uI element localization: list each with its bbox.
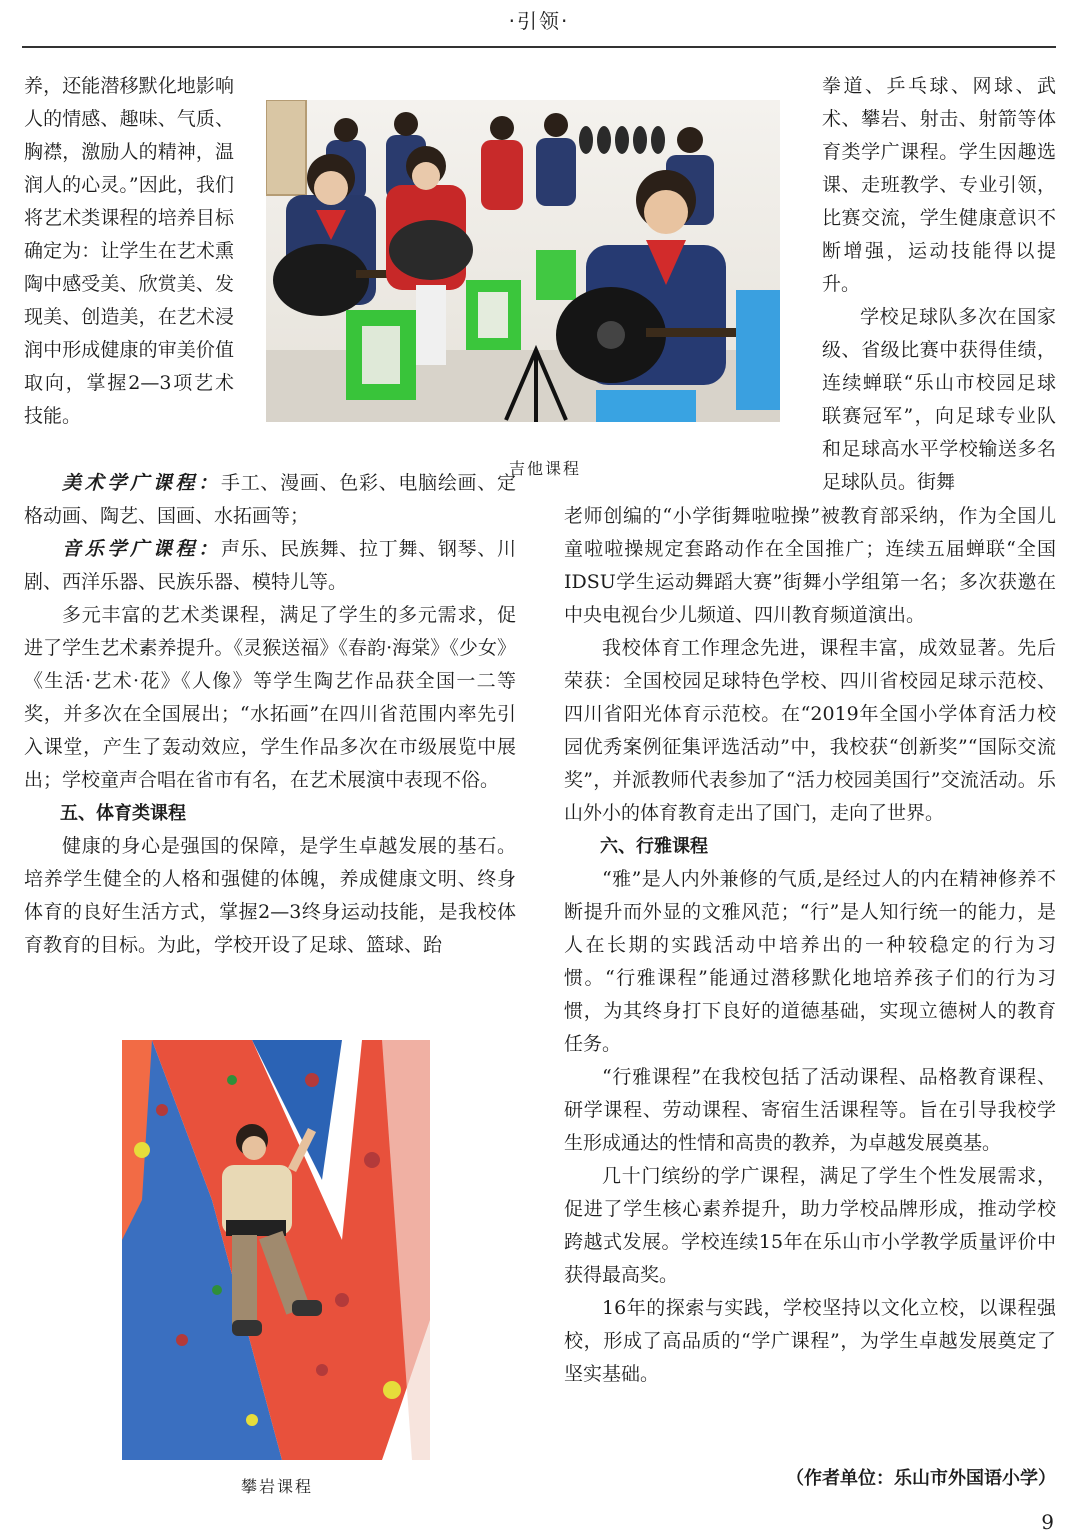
climbing-photo-illustration (122, 1040, 430, 1460)
art-course-label: 美术学广课程： (62, 472, 221, 494)
xingya-paragraph-2: “行雅课程”在我校包括了活动课程、品格教育课程、研学课程、劳动课程、寄宿生活课程等。旨在引导我校学生形成通达的性情和高贵的教养，为卓越发展奠基。 (564, 1066, 1056, 1154)
art-course-line (24, 467, 516, 533)
summary-paragraph-1: 几十门缤纷的学广课程，满足了学生个性发展需求，促进了学生核心素养提升，助力学校品牌形成，推动学校跨越式发展。学校连续15年在乐山市小学教学质量评价中获得最高奖。 (564, 1165, 1056, 1286)
page-header (22, 4, 1056, 44)
summary-paragraph-2: 16年的探索与实践，学校坚持以文化立校，以课程强校，形成了高品质的“学广课程”，为学生卓越发展奠定了坚实基础。 (564, 1297, 1056, 1385)
guitar-photo-caption: 吉他课程 (508, 459, 581, 478)
music-course-text: 声乐、民族舞、拉丁舞、钢琴、川剧、西洋乐器、民族乐器、模特儿等。 (24, 538, 516, 593)
right-top-paragraph: 拳道、乒乓球、网球、武术、攀岩、射击、射箭等体育类学广课程。学生因趣选课、走班教学、专业引领，比赛交流，学生健康意识不断增强，运动技能得以提升。 (822, 75, 1056, 295)
climbing-photo-caption: 攀岩课程 (240, 1477, 313, 1496)
sports-paragraph: 健康的身心是强国的保障，是学生卓越发展的基石。培养学生健全的人格和强健的体魄，养成健康文明、终身体育的良好生活方式，掌握2—3终身运动技能，是我校体育教育的目标。为此，学校开设了足球、篮球、跆 (24, 835, 516, 956)
header-rule (22, 46, 1056, 48)
left-middle-text-block (24, 467, 516, 962)
xingya-paragraph-1: “雅”是人内外兼修的气质,是经过人的内在精神修养不断提升而外显的文雅风范；“行”是人知行统一的能力，是人在长期的实践活动中培养出的一种较稳定的行为习惯。“行雅课程”能通过潜移默化地培养孩子们的行为习惯，为其终身打下良好的道德基础，实现立德树人的教育任务。 (564, 868, 1056, 1055)
author-affiliation: （作者单位：乐山市外国语小学） (786, 1468, 1056, 1489)
section-title: ·引领· (508, 9, 570, 33)
right-main-text-block (564, 500, 1056, 1391)
right-top-text-block (822, 70, 1056, 499)
climbing-class-photo (122, 1040, 430, 1460)
left-top-paragraph: 养，还能潜移默化地影响人的情感、趣味、气质、胸襟，激励人的精神，温润人的心灵。”因此，我们将艺术类课程的培养目标确定为：让学生在艺术熏陶中感受美、欣赏美、发现美、创造美，在艺术浸润中形成健康的审美价值取向，掌握2—3项艺术技能。 (24, 75, 234, 427)
guitar-class-photo (266, 100, 780, 422)
music-course-line (24, 533, 516, 599)
art-result-paragraph: 多元丰富的艺术类课程，满足了学生的多元需求，促进了学生艺术素养提升。《灵猴送福》《春韵·海棠》《少女》《生活·艺术·花》《人像》等学生陶艺作品获全国一二等奖，并多次在全国展出；“水拓画”在四川省范围内率先引入课堂，产生了轰动效应，学生作品多次在市级展览中展出；学校童声合唱在省市有名，在艺术展演中表现不俗。 (24, 604, 516, 791)
page-number: 9 (1041, 1510, 1054, 1534)
music-course-label: 音乐学广课程： (62, 538, 221, 560)
football-paragraph: 学校足球队多次在国家级、省级比赛中获得佳绩，连续蝉联“乐山市校园足球联赛冠军”，向足球专业队和足球高水平学校输送多名足球队员。街舞 (822, 306, 1056, 493)
hiphop-paragraph: 老师创编的“小学街舞啦啦操”被教育部采纳，作为全国儿童啦啦操规定套路动作在全国推广；连续五届蝉联“全国IDSU学生运动舞蹈大赛”街舞小学组第一名；多次获邀在中央电视台少儿频道、四川教育频道演出。 (564, 505, 1056, 626)
art-course-text-start: 手 (221, 472, 241, 494)
honors-paragraph: 我校体育工作理念先进，课程丰富，成效显著。先后荣获：全国校园足球特色学校、四川省校园足球示范校、四川省阳光体育示范校。在“2019年全国小学体育活力校园优秀案例征集评选活动”中，我校获“创新奖”“国际交流奖”，并派教师代表参加了“活力校园美国行”交流活动。乐山外小的体育教育走出了国门，走向了世界。 (564, 637, 1056, 824)
left-top-text-block (24, 70, 234, 433)
guitar-photo-illustration (266, 100, 780, 422)
heading-xingya-courses: 六、行雅课程 (600, 836, 708, 857)
art-course-text-rest: 工、漫画、色彩、电脑绘画、定格动画、陶艺、国画、水拓画等； (24, 472, 516, 527)
heading-sports-courses: 五、体育类课程 (60, 803, 186, 824)
